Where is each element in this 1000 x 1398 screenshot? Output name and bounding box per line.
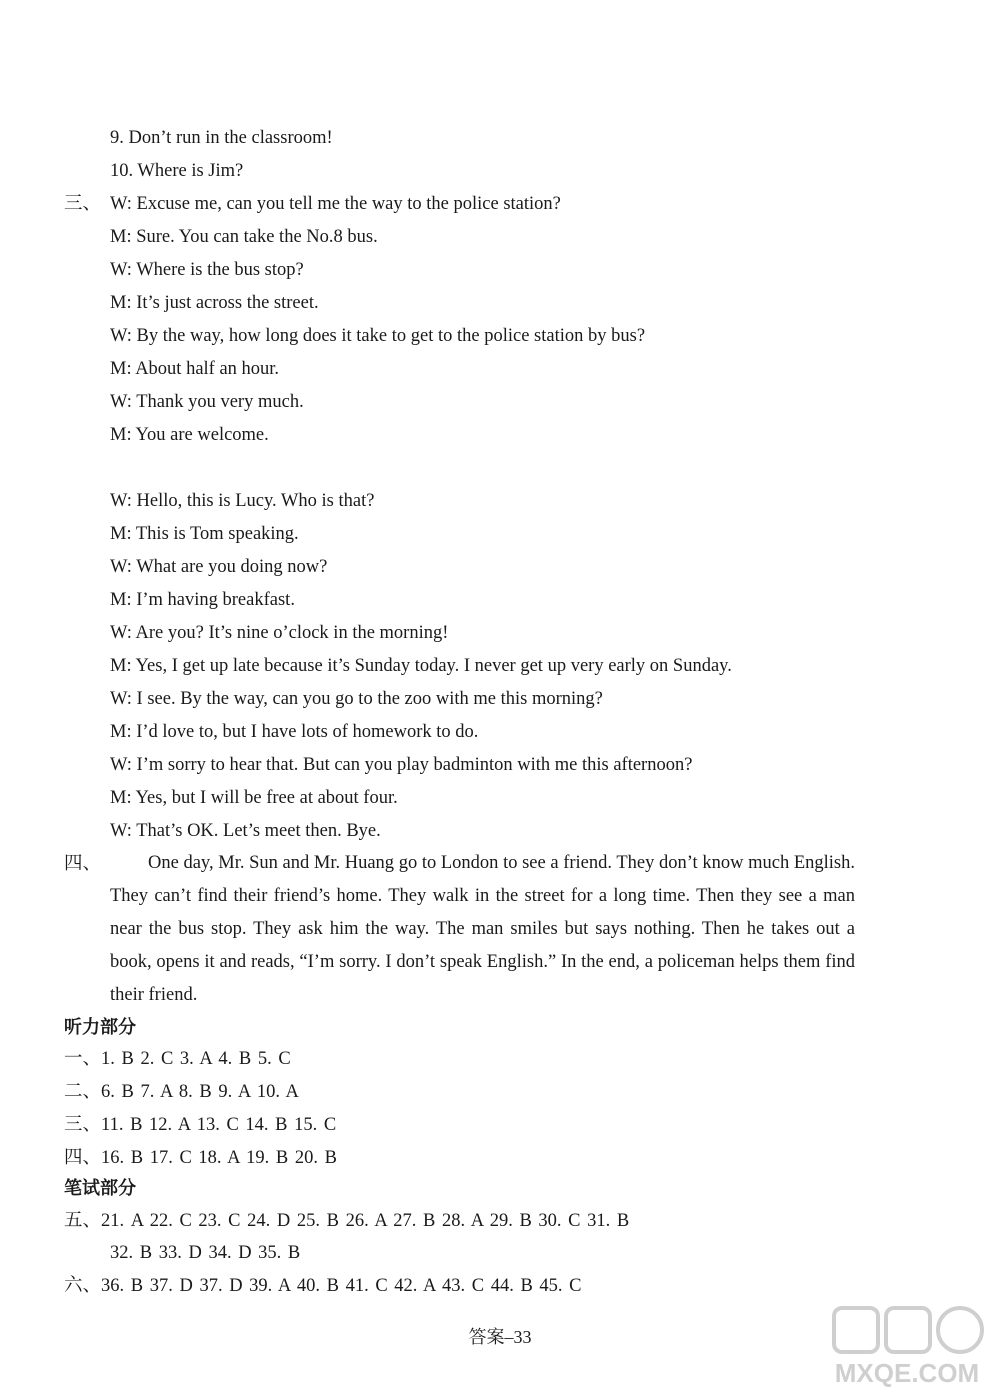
answer-row: 32. B 33. D 34. D 35. B <box>110 1243 301 1263</box>
watermark-text: MXQE.COM <box>834 1358 980 1388</box>
dialogue-line: M: It’s just across the street. <box>110 293 319 313</box>
section-4-marker: 四、 <box>64 854 102 874</box>
dialogue-line: W: Excuse me, can you tell me the way to the police station? <box>110 194 561 214</box>
dialogue-line: M: Yes, but I will be free at about four. <box>110 788 398 808</box>
watermark-logo <box>822 1302 992 1392</box>
answer-row: 五、21. A 22. C 23. C 24. D 25. B 26. A 27. B 28. A 29. B 30. C 31. B <box>64 1211 630 1231</box>
dialogue-line: W: Where is the bus stop? <box>110 260 304 280</box>
dialogue-line: W: What are you doing now? <box>110 557 328 577</box>
dialogue-line: M: You are welcome. <box>110 425 269 445</box>
section-3-marker: 三、 <box>64 194 102 214</box>
dialogue-line: W: By the way, how long does it take to get to the police station by bus? <box>110 326 646 346</box>
story-text: One day, Mr. Sun and Mr. Huang go to London to see a friend. They don’t know much English. They can’t find their friend’s home. They walk in the street for a long time. Then they see a man near the bus stop. They ask him the way. The man smiles but says nothing. Then he takes out a book, opens it and reads, “I’m sorry. I don’t speak English.” In the end, a policeman helps them find their friend. <box>110 853 855 1005</box>
dialogue-line: W: I see. By the way, can you go to the zoo with me this morning? <box>110 689 603 709</box>
answer-row: 四、16. B 17. C 18. A 19. B 20. B <box>64 1148 337 1168</box>
dialogue-line: M: I’m having breakfast. <box>110 590 295 610</box>
writing-heading: 笔试部分 <box>64 1178 136 1199</box>
dialogue-line: M: This is Tom speaking. <box>110 524 299 544</box>
dialogue-line: M: I’d love to, but I have lots of homework to do. <box>110 722 479 742</box>
listening-heading: 听力部分 <box>64 1017 136 1038</box>
answer-row: 一、1. B 2. C 3. A 4. B 5. C <box>64 1049 291 1069</box>
dialogue-line: M: Sure. You can take the No.8 bus. <box>110 227 378 247</box>
answer-line-9: 9. Don’t run in the classroom! <box>110 128 333 148</box>
dialogue-line: W: Thank you very much. <box>110 392 304 412</box>
dialogue-line: W: I’m sorry to hear that. But can you play badminton with me this afternoon? <box>110 755 693 775</box>
answer-line-10: 10. Where is Jim? <box>110 161 244 181</box>
answer-row: 二、6. B 7. A 8. B 9. A 10. A <box>64 1082 299 1102</box>
dialogue-line: M: About half an hour. <box>110 359 280 379</box>
dialogue-line: W: Hello, this is Lucy. Who is that? <box>110 491 375 511</box>
story-paragraph <box>110 847 855 1012</box>
page-number: 答案–33 <box>468 1327 532 1347</box>
answer-row: 三、11. B 12. A 13. C 14. B 15. C <box>64 1115 337 1135</box>
dialogue-line: M: Yes, I get up late because it’s Sunday today. I never get up very early on Sunday. <box>110 656 732 676</box>
dialogue-line: W: Are you? It’s nine o’clock in the morning! <box>110 623 449 643</box>
answer-row: 六、36. B 37. D 37. D 39. A 40. B 41. C 42. A 43. C 44. B 45. C <box>64 1276 582 1296</box>
dialogue-line: W: That’s OK. Let’s meet then. Bye. <box>110 821 381 841</box>
